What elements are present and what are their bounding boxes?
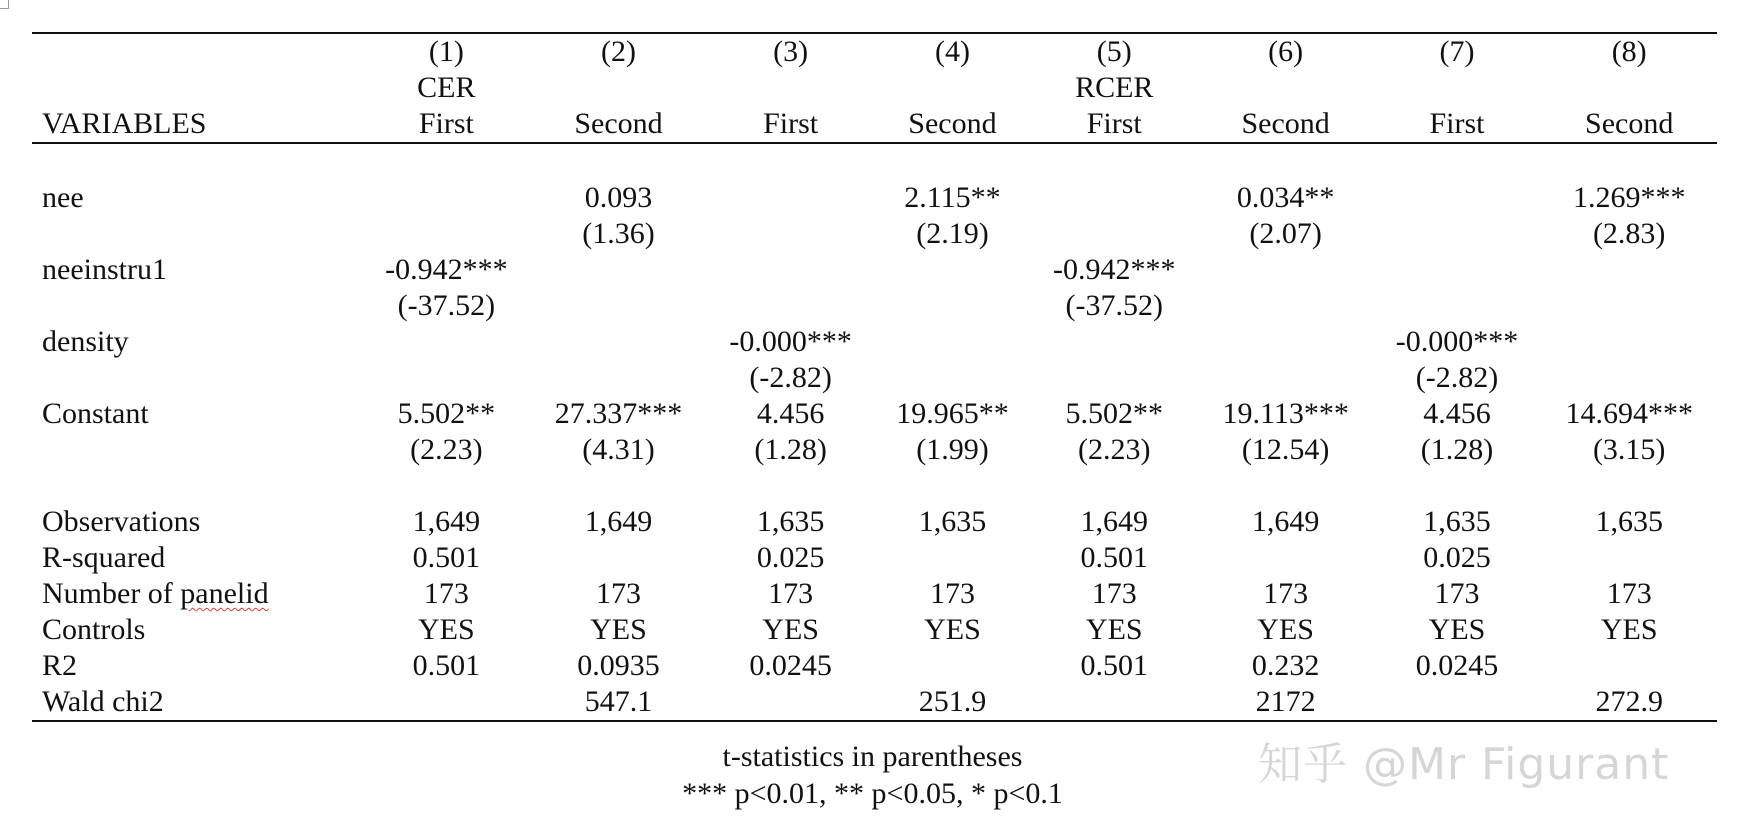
stat-cell: 173: [1263, 577, 1309, 610]
tstat-cell: (2.83): [1592, 217, 1666, 250]
coef-cell: [1030, 324, 1199, 360]
stat-cell: [1199, 540, 1373, 576]
col-number: (3): [706, 33, 875, 70]
stat-cell: YES: [1257, 613, 1314, 646]
tstat-cell: (1.99): [916, 433, 989, 466]
tstat-cell: (-37.52): [1065, 289, 1163, 322]
spellcheck-flagged-word[interactable]: panelid: [180, 577, 269, 610]
notes-line-significance: *** p<0.01, ** p<0.05, * p<0.1: [682, 777, 1063, 810]
stat-cell: 1,635: [1423, 505, 1491, 538]
coef-cell: 0.093: [584, 181, 653, 214]
coef-row-constant: [32, 396, 1717, 432]
coef-row-neeinstru1: [32, 252, 1717, 288]
col-stage: First: [706, 106, 875, 143]
stat-cell: 272.9: [1541, 684, 1717, 721]
stat-cell: [1541, 540, 1717, 576]
col-stage: Second: [1541, 106, 1717, 143]
stat-cell: 1,635: [918, 505, 987, 538]
tstat-cell: (-2.82): [749, 361, 832, 394]
stat-row-number-of-panelid: [32, 576, 1717, 612]
stat-cell: 173: [1091, 577, 1137, 610]
col-group: [875, 70, 1030, 106]
coef-cell: 27.337***: [554, 397, 683, 430]
col-group: [1541, 70, 1717, 106]
col-number: (6): [1199, 33, 1373, 70]
stat-cell: [1541, 648, 1717, 684]
spacer-row: [32, 468, 1717, 504]
tstat-cell: (1.28): [754, 433, 827, 466]
stat-cell: 1,649: [1251, 505, 1320, 538]
tstat-cell: (1.28): [1420, 433, 1494, 466]
coef-cell: 5.502**: [1065, 397, 1163, 430]
tstat-cell: (-2.82): [1415, 361, 1499, 394]
col-number: (8): [1541, 33, 1717, 70]
stat-cell: YES: [418, 613, 475, 646]
stat-cell: 251.9: [875, 684, 1030, 721]
col-number: (5): [1030, 33, 1199, 70]
tstat-cell: [875, 288, 1030, 324]
coef-cell: [362, 324, 531, 360]
tstat-cell: [1199, 360, 1373, 396]
watermark: 知乎 @Mr Figurant: [1258, 739, 1670, 790]
tstat-cell: [1199, 288, 1373, 324]
coef-cell: [706, 252, 875, 288]
tstat-row-density: [32, 360, 1717, 396]
stat-cell: [706, 684, 875, 721]
tstat-cell: [1030, 360, 1199, 396]
coef-cell: [1030, 180, 1199, 216]
stat-cell: 1,649: [1080, 505, 1148, 538]
header-empty-cell: [32, 70, 362, 106]
tstat-cell: [706, 288, 875, 324]
stat-cell: 0.0245: [1415, 649, 1499, 682]
coef-cell: 19.113***: [1222, 397, 1349, 430]
stat-cell: 173: [423, 577, 469, 610]
stat-cell: 1,649: [584, 505, 653, 538]
coef-cell: [1541, 252, 1717, 288]
tstat-row-nee: [32, 216, 1717, 252]
stat-cell: YES: [1428, 613, 1486, 646]
stat-cell: 0.0935: [577, 649, 660, 682]
tstat-cell: [1373, 288, 1542, 324]
row-label: density: [42, 325, 129, 358]
coef-cell: [1373, 252, 1542, 288]
col-number: (7): [1373, 33, 1542, 70]
stat-cell: 547.1: [531, 684, 707, 721]
stat-row-observations: [32, 504, 1717, 540]
col-group: [1373, 70, 1542, 106]
notes-line-tstats: t-statistics in parentheses: [722, 740, 1023, 773]
tstat-cell: [1030, 216, 1199, 252]
spacer-row: [32, 143, 1717, 180]
tstat-cell: [531, 288, 707, 324]
row-label: nee: [42, 181, 84, 214]
tstat-cell: [362, 360, 531, 396]
stat-cell: 0.501: [1080, 649, 1148, 682]
col-group: [1199, 70, 1373, 106]
coef-cell: 14.694***: [1565, 397, 1693, 430]
stat-cell: 0.501: [1080, 541, 1148, 574]
row-label: Wald chi2: [32, 684, 362, 721]
tstat-cell: (-37.52): [397, 289, 496, 322]
coef-cell: 0.034**: [1236, 181, 1335, 214]
stat-cell: YES: [590, 613, 647, 646]
row-label: R2: [42, 649, 78, 682]
coef-cell: [1541, 324, 1717, 360]
variables-heading: VARIABLES: [32, 106, 362, 143]
header-row-numbers: [32, 33, 1717, 70]
col-number: (2): [531, 33, 707, 70]
row-label: Controls: [42, 613, 146, 646]
stat-cell: 0.025: [1423, 541, 1491, 574]
tstat-cell: (2.07): [1249, 217, 1322, 250]
header-row-groups: [32, 70, 1717, 106]
coef-cell: 4.456: [756, 397, 825, 430]
tstat-cell: [1541, 360, 1717, 396]
row-label: neeinstru1: [42, 253, 167, 286]
row-label: Observations: [42, 505, 201, 538]
header-row-stages: [32, 106, 1717, 143]
stat-row-r2: [32, 648, 1717, 684]
stat-cell: [531, 540, 707, 576]
stat-cell: 173: [595, 577, 641, 610]
coef-cell: -0.942***: [385, 253, 508, 286]
coef-cell: [875, 324, 1030, 360]
coef-cell: [1373, 180, 1542, 216]
tstat-cell: (3.15): [1592, 433, 1666, 466]
row-label-prefix: Number of: [42, 577, 181, 610]
col-stage: First: [1373, 106, 1542, 143]
stat-cell: 0.025: [756, 541, 825, 574]
stat-cell: 173: [1434, 577, 1480, 610]
stat-cell: [875, 540, 1030, 576]
stat-row-r-squared: [32, 540, 1717, 576]
coef-cell: 5.502**: [397, 397, 496, 430]
coef-cell: 19.965**: [896, 397, 1009, 430]
tstat-cell: [706, 216, 875, 252]
tstat-cell: [531, 360, 707, 396]
tstat-cell: [362, 216, 531, 252]
stat-cell: YES: [924, 613, 981, 646]
col-number: (4): [875, 33, 1030, 70]
stat-row-controls: [32, 612, 1717, 648]
coef-cell: [531, 252, 707, 288]
stat-cell: YES: [1600, 613, 1658, 646]
stat-cell: [362, 684, 531, 721]
tstat-cell: (2.19): [916, 217, 989, 250]
tstat-cell: [875, 360, 1030, 396]
stat-cell: 0.232: [1251, 649, 1320, 682]
header-empty-cell: [32, 33, 362, 70]
stat-cell: 0.501: [412, 649, 481, 682]
row-label: R-squared: [42, 541, 166, 574]
col-stage: First: [362, 106, 531, 143]
coef-cell: 1.269***: [1572, 181, 1686, 214]
coef-cell: -0.000***: [1395, 325, 1519, 358]
stat-cell: 173: [768, 577, 814, 610]
tstat-cell: (2.23): [410, 433, 483, 466]
stat-cell: 173: [1606, 577, 1652, 610]
col-stage: Second: [1199, 106, 1373, 143]
stat-cell: 0.501: [412, 541, 481, 574]
col-stage: Second: [875, 106, 1030, 143]
coef-cell: 2.115**: [904, 181, 1001, 214]
row-label: [32, 576, 362, 612]
col-number: (1): [362, 33, 531, 70]
stat-cell: [1030, 684, 1199, 721]
stat-cell: 0.0245: [749, 649, 832, 682]
regression-table: [32, 32, 1717, 722]
coef-row-density: [32, 324, 1717, 360]
stat-cell: 1,635: [756, 505, 825, 538]
document-corner-mark: [0, 0, 9, 9]
coef-cell: [706, 180, 875, 216]
coef-cell: [531, 324, 707, 360]
col-group: CER: [417, 71, 476, 104]
tstat-row-neeinstru1: [32, 288, 1717, 324]
col-stage: Second: [531, 106, 707, 143]
tstat-cell: (1.36): [582, 217, 655, 250]
tstat-cell: (2.23): [1078, 433, 1151, 466]
col-group: [706, 70, 875, 106]
stat-cell: 173: [929, 577, 975, 610]
tstat-row-constant: [32, 432, 1717, 468]
col-group: [531, 70, 707, 106]
coef-row-nee: [32, 180, 1717, 216]
coef-cell: [875, 252, 1030, 288]
coef-cell: [1199, 252, 1373, 288]
stat-cell: YES: [1085, 613, 1143, 646]
coef-cell: -0.942***: [1053, 253, 1176, 286]
tstat-cell: [1373, 216, 1542, 252]
coef-cell: 4.456: [1423, 397, 1491, 430]
col-group: RCER: [1075, 71, 1154, 104]
stat-cell: 2172: [1199, 684, 1373, 721]
coef-cell: -0.000***: [729, 325, 852, 358]
stat-cell: 1,635: [1595, 505, 1663, 538]
stat-cell: [875, 648, 1030, 684]
tstat-cell: (12.54): [1241, 433, 1330, 466]
stat-cell: [1373, 684, 1542, 721]
col-stage: First: [1030, 106, 1199, 143]
row-label: Constant: [42, 397, 149, 430]
tstat-cell: [1541, 288, 1717, 324]
tstat-cell: (4.31): [582, 433, 655, 466]
coef-cell: [1199, 324, 1373, 360]
stat-row-wald-chi2: [32, 684, 1717, 721]
stat-cell: 1,649: [412, 505, 481, 538]
stat-cell: YES: [762, 613, 819, 646]
coef-cell: [362, 180, 531, 216]
